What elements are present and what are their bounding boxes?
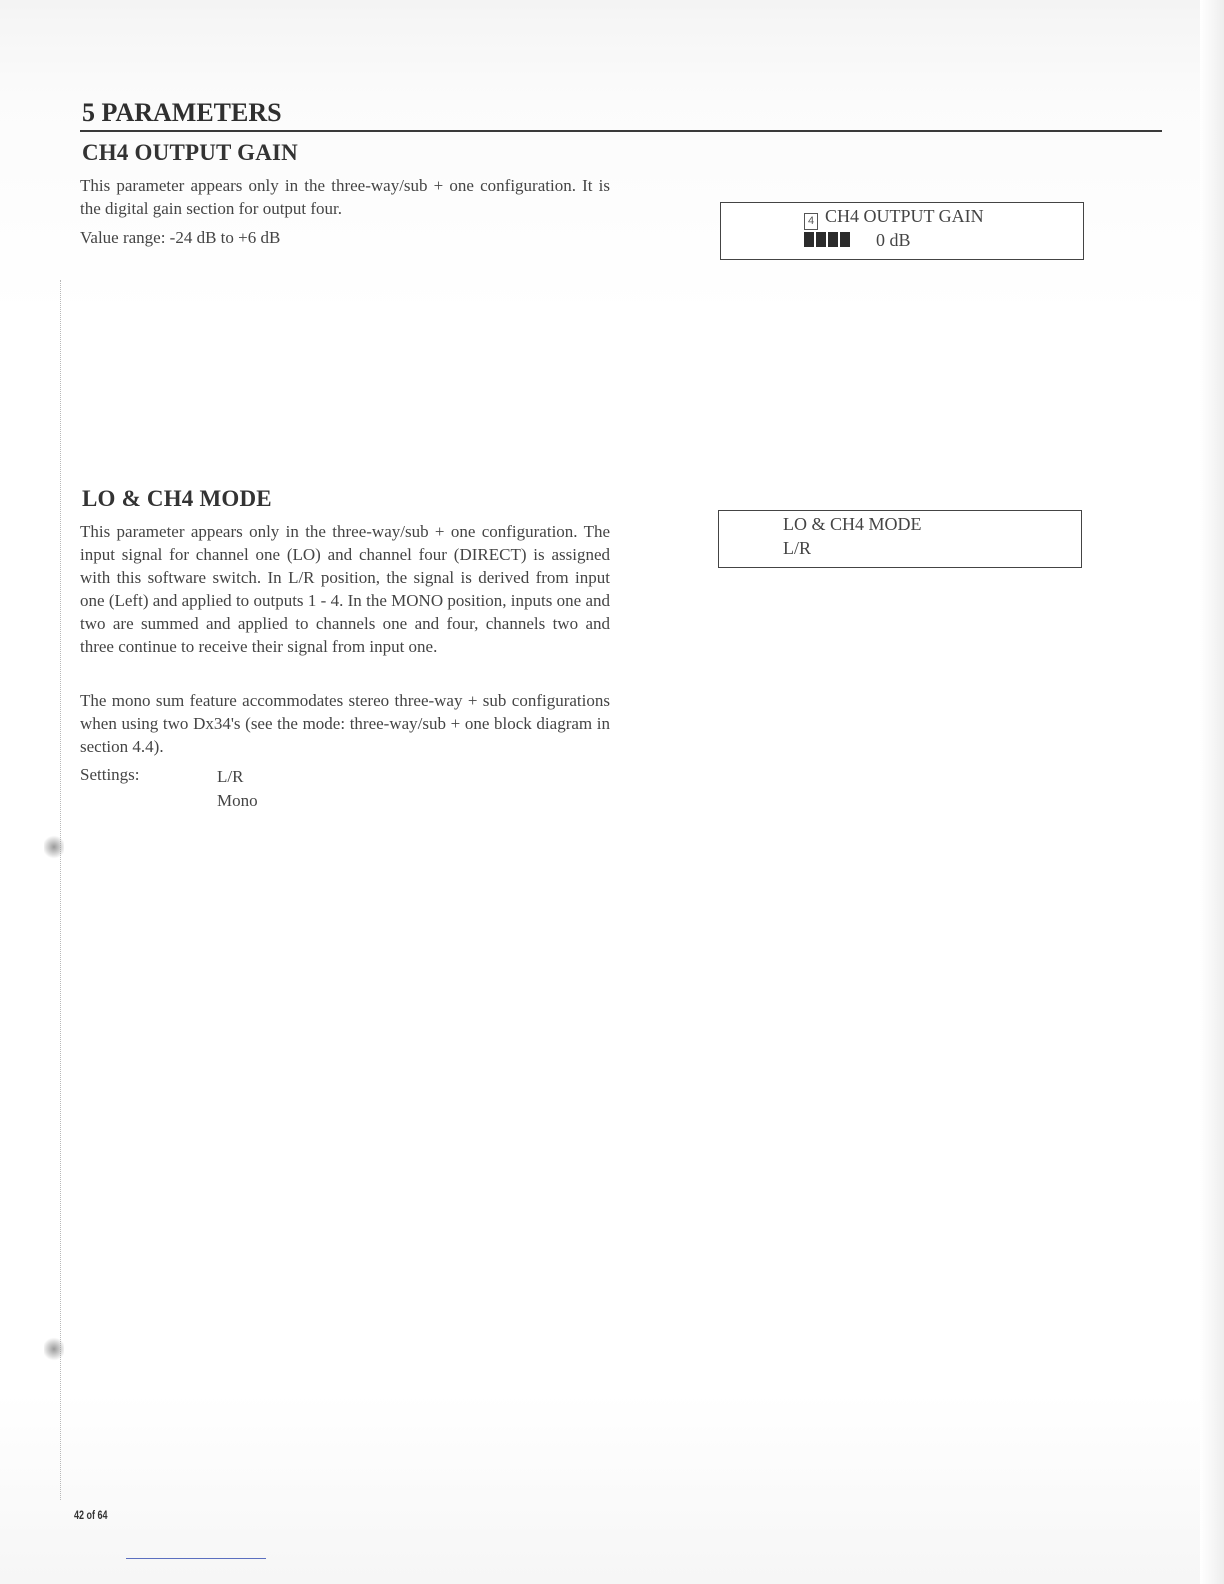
gain-meter <box>804 232 852 253</box>
display-value: 0 dB <box>876 230 911 250</box>
meter-segment <box>816 232 826 247</box>
page-edge-shadow <box>1200 0 1224 1584</box>
setting-option: Mono <box>217 791 258 810</box>
meter-segment <box>840 232 850 247</box>
lo-ch4-mode-heading: LO & CH4 MODE <box>82 486 272 511</box>
lo-ch4-mode-description: This parameter appears only in the three-way/sub + one configuration. The input signal for channel one (LO) and channel four (DIRECT) is assigned with this software switch. In L/R position, the signal is derived from input one (Left) and applied to outputs 1 - 4. In the MONO position, inputs one and two are summed and applied to channels one and four, channels two and three continue to receive their signal from input one. <box>80 522 610 656</box>
channel-4-icon: 4 <box>804 213 818 230</box>
display-line-1 <box>804 206 984 230</box>
ch4-output-gain-range: Value range: -24 dB to +6 dB <box>80 228 281 247</box>
display-line-2: L/R <box>783 538 812 558</box>
display-line-2 <box>804 230 911 253</box>
lo-ch4-mode-display <box>718 510 1082 568</box>
meter-segment <box>804 232 814 247</box>
binding-marks <box>60 280 67 1500</box>
settings-list <box>217 765 258 813</box>
ch4-output-gain-heading: CH4 OUTPUT GAIN <box>82 140 298 165</box>
bottom-rule <box>126 1558 266 1559</box>
meter-segment <box>828 232 838 247</box>
page-number: 42 of 64 <box>74 1508 108 1522</box>
scan-blot <box>44 1336 64 1362</box>
title-divider <box>80 130 1162 132</box>
ch4-output-gain-display <box>720 202 1084 260</box>
settings-label: Settings: <box>80 765 140 784</box>
lo-ch4-mode-mono-note: The mono sum feature accommodates stereo three-way + sub configurations when using two Dx34's (see the mode: three-way/sub + one block diagram in section 4.4). <box>80 691 610 756</box>
scan-blot <box>44 834 64 860</box>
display-parameter-name: CH4 OUTPUT GAIN <box>825 206 984 226</box>
setting-option: L/R <box>217 767 244 786</box>
page-title: 5 PARAMETERS <box>82 98 282 127</box>
ch4-output-gain-description: This parameter appears only in the three-way/sub + one configuration. It is the digital gain section for output four. <box>80 176 610 218</box>
display-line-1: LO & CH4 MODE <box>783 514 922 534</box>
